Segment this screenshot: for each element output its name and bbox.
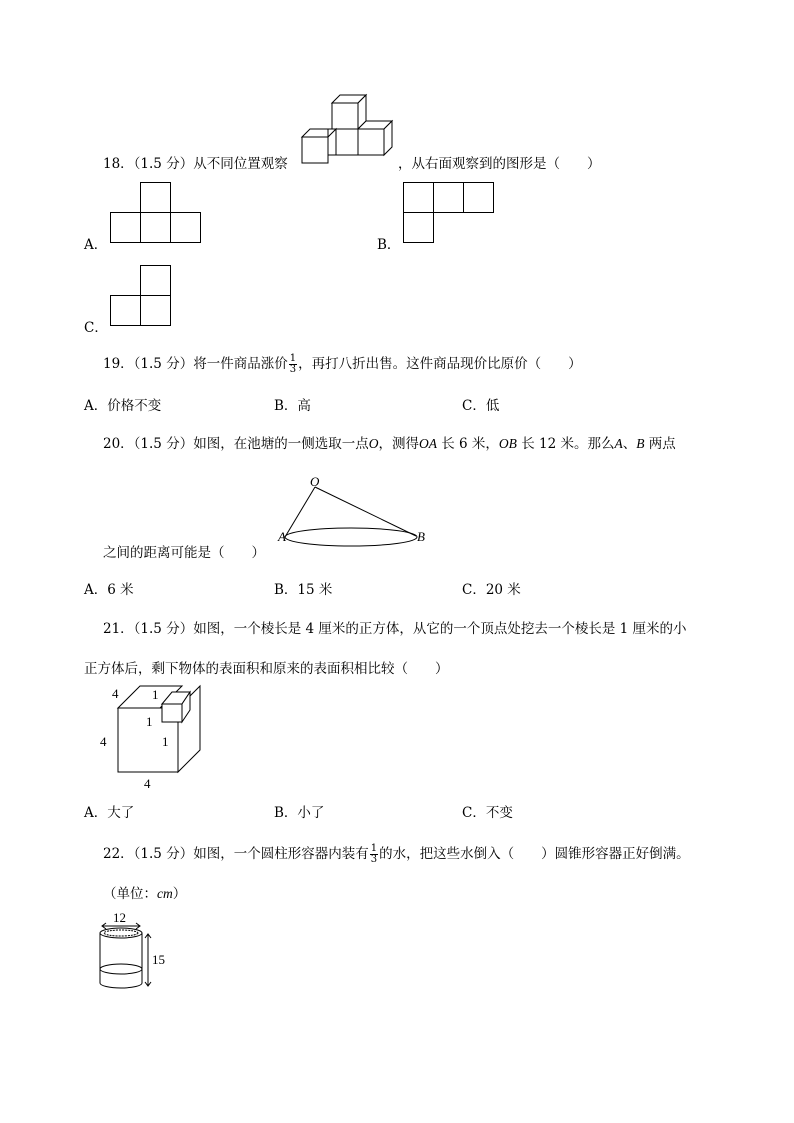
q22-unit-pre: （单位： [103, 886, 157, 902]
q20-text-2: ，测得 [378, 436, 419, 452]
q19-fraction [289, 354, 297, 375]
q22-text-post: 的水，把这些水倒入（ ）圆锥形容器正好倒满。 [379, 846, 690, 862]
cube-label-one-b: 1 [146, 714, 153, 729]
q20-text-1: 20．（1.5 分）如图，在池塘的一侧选取一点 [103, 436, 369, 452]
q20-text-4: 长 12 米。那么 [516, 436, 615, 452]
q18-option-b[interactable]: B． [377, 237, 401, 253]
q22-fraction [370, 844, 378, 865]
q22-unit-post: ） [172, 886, 187, 902]
cube-label-one-c: 1 [162, 734, 169, 749]
cylinder-figure [98, 906, 188, 996]
q21-option-a[interactable]: A．大了 [84, 805, 135, 821]
cube-label-one-a: 1 [152, 687, 159, 702]
q20-option-a[interactable]: A．6 米 [84, 582, 134, 598]
q18-option-c[interactable]: C． [84, 320, 108, 336]
cube-with-cutout-figure [98, 684, 228, 794]
q18-stem [103, 152, 288, 172]
q18-text: 18．（1.5 分）从不同位置观察 [103, 156, 288, 172]
q21-stem-line1: 21．（1.5 分）如图，一个棱长是 4 厘米的正方体，从它的一个顶点处挖去一个棱长是 1 厘米的小 [103, 621, 687, 637]
q18-option-a[interactable]: A． [84, 237, 108, 253]
option-b-grid [403, 182, 495, 244]
cube-label-left-4: 4 [100, 734, 107, 749]
pond-label-o: O [310, 474, 320, 489]
cylinder-label-height: 15 [152, 952, 165, 967]
pond-label-b: B [417, 529, 425, 544]
cube-label-bottom-4: 4 [144, 776, 151, 791]
q22-fraction-numerator: 1 [370, 843, 378, 854]
q22-unit-cm: cm [157, 886, 173, 901]
cube-label-top-4: 4 [112, 686, 119, 701]
option-a-grid [110, 182, 202, 244]
q18-stem-tail [398, 152, 601, 172]
q20-stem-line2: 之间的距离可能是（ ） [103, 545, 265, 561]
q20-text-6: 两点 [644, 436, 676, 452]
q20-segment-oa: OA [418, 436, 437, 451]
q21-stem-line2: 正方体后，剩下物体的表面积和原来的表面积相比较（ ） [84, 661, 449, 677]
q21-option-c[interactable]: C．不变 [462, 805, 513, 821]
q22-fraction-denominator: 3 [370, 854, 378, 865]
q20-text-5: 、 [622, 436, 637, 452]
q20-segment-ob: OB [498, 436, 517, 451]
q20-point-b: B [636, 436, 645, 451]
q19-option-c[interactable]: C．低 [462, 398, 500, 414]
pond-figure [278, 474, 438, 554]
q20-option-b[interactable]: B．15 米 [274, 582, 333, 598]
cylinder-label-width: 12 [113, 910, 126, 925]
q18-tail: ，从右面观察到的图形是（ ） [398, 156, 601, 172]
q20-point-o: O [368, 436, 379, 451]
pond-label-a: A [278, 529, 286, 544]
q22-text-pre: 22．（1.5 分）如图，一个圆柱形容器内装有 [103, 846, 369, 862]
q20-stem [103, 432, 676, 452]
stacked-cubes-figure [292, 95, 402, 165]
q20-option-c[interactable]: C．20 米 [462, 582, 521, 598]
q19-option-b[interactable]: B．高 [274, 398, 311, 414]
q19-text-pre: 19．（1.5 分）将一件商品涨价 [103, 356, 288, 372]
q22-stem [103, 842, 690, 865]
q19-fraction-denominator: 3 [289, 364, 297, 375]
q19-stem [103, 352, 582, 375]
q19-option-a[interactable]: A．价格不变 [84, 398, 162, 414]
q19-text-post: ，再打八折出售。这件商品现价比原价（ ） [298, 356, 582, 372]
q19-fraction-numerator: 1 [289, 353, 297, 364]
q20-point-a: A [614, 436, 623, 451]
option-c-grid [110, 265, 172, 327]
q20-text-3: 长 6 米， [436, 436, 499, 452]
q22-unit-note [103, 882, 186, 902]
q21-option-b[interactable]: B．小了 [274, 805, 325, 821]
